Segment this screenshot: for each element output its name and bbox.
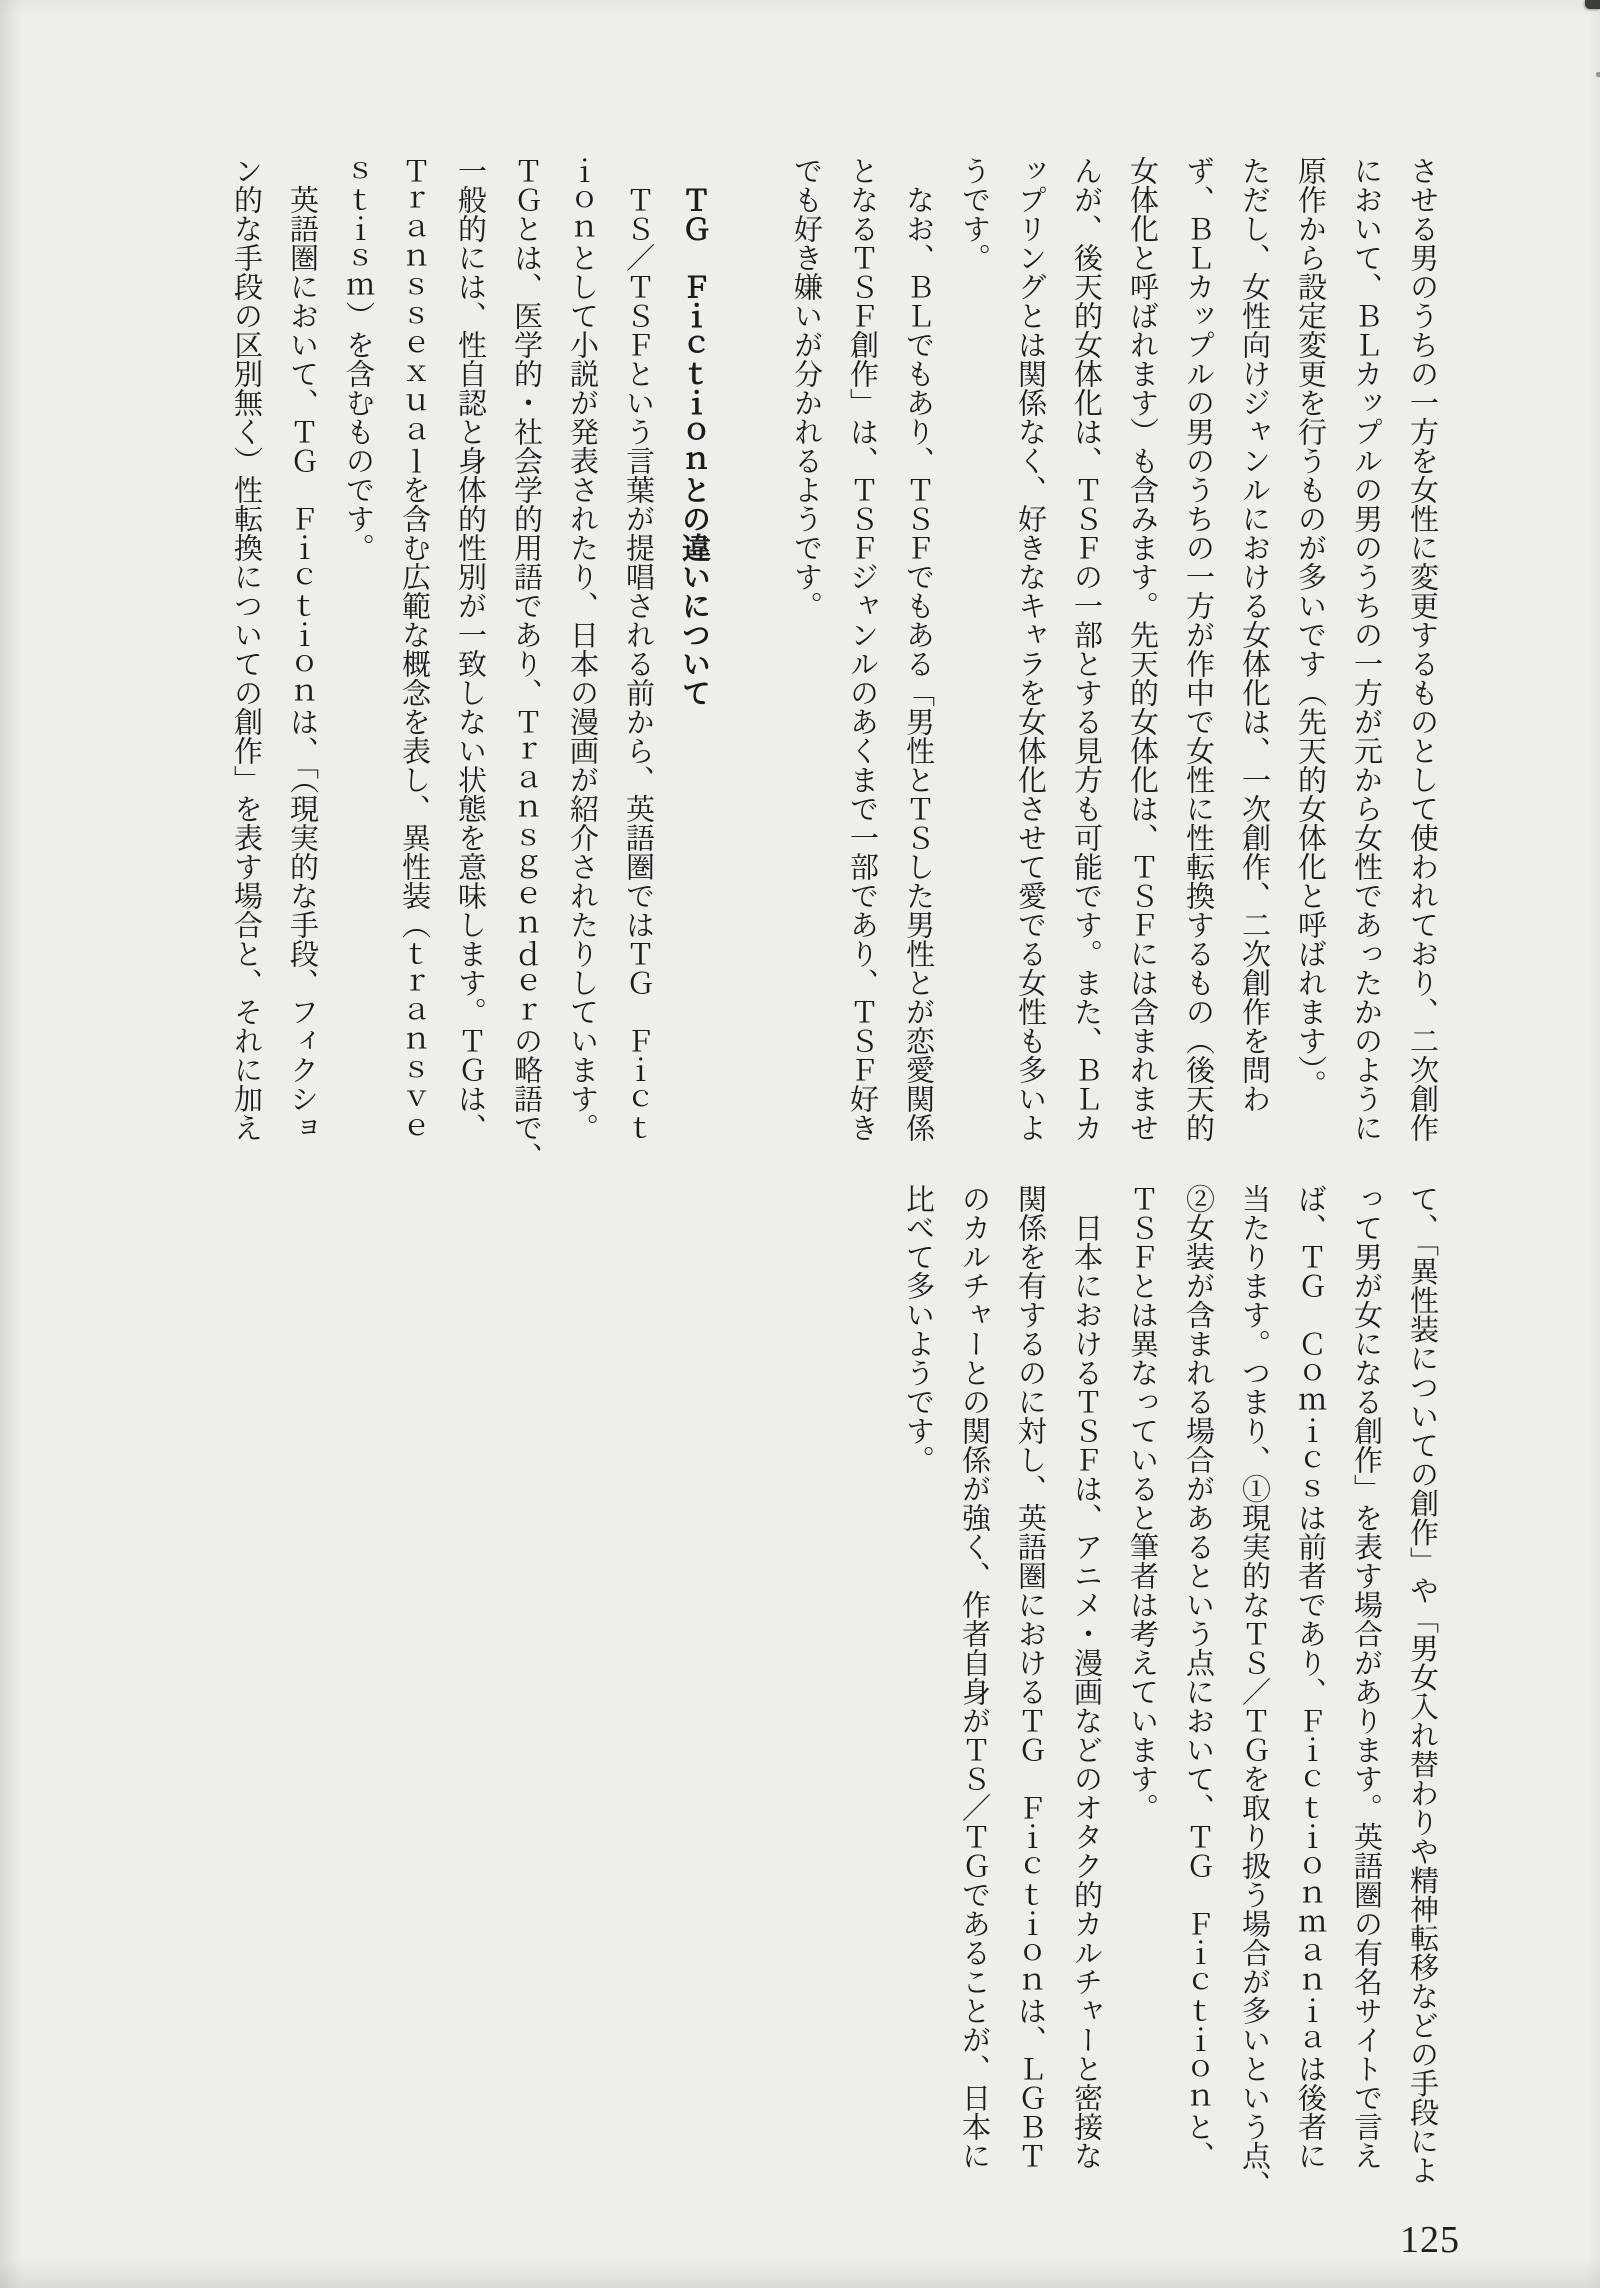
text-column: 比べて多いようです。: [902, 1184, 934, 1474]
text-column: 関係を有するのに対し、英語圏におけるＴＧ Ｆｉｃｔｉｏｎは、ＬＧＢＴ: [1014, 1184, 1046, 2170]
section-heading: ＴＧ Ｆｉｃｔｉｏｎとの違いについて: [678, 156, 710, 707]
text-column: ＴＧとは、医学的・社会学的用語であり、Ｔｒａｎｓｇｅｎｄｅｒの略語で、: [510, 156, 542, 1171]
text-column: において、ＢＬカップルの男のうちの一方が元から女性であったかのように: [1350, 156, 1382, 1142]
edge-scan-speck: [1596, 72, 1600, 77]
text-column: 英語圏において、ＴＧ Ｆｉｃｔｉｏｎは、「（現実的な手段、フィクショ: [286, 156, 318, 1142]
text-column: って男が女になる創作」を表す場合があります。英語圏の有名サイトで言え: [1350, 1184, 1382, 2170]
corner-scan-mark: [1585, 0, 1600, 9]
text-column: ＴＳ／ＴＳＦという言葉が提唱される前から、英語圏ではＴＧ Ｆｉｃｔ: [622, 156, 654, 1142]
text-column: ップリングとは関係なく、好きなキャラを女体化させて愛でる女性も多いよ: [1014, 156, 1046, 1142]
text-column: 女体化と呼ばれます）も含みます。先天的女体化は、ＴＳＦには含まれませ: [1126, 156, 1158, 1142]
text-column: ば、ＴＧ Ｃｏｍｉｃｓは前者であり、Ｆｉｃｔｉｏｎｍａｎｉａは後者に: [1294, 1184, 1326, 2170]
text-column: Ｔｒａｎｓｓｅｘｕａｌを含む広範な概念を表し、異性装（ｔｒａｎｓｖｅ: [398, 156, 430, 1142]
column-gap: [722, 156, 778, 1148]
text-column: ただし、女性向けジャンルにおける女体化は、一次創作、二次創作を問わ: [1238, 156, 1270, 1113]
text-column: ｉｏｎとして小説が発表されたり、日本の漫画が紹介されたりしています。: [566, 156, 598, 1142]
upper-text-block: [218, 156, 1450, 1171]
text-column: ②女装が含まれる場合があるという点において、ＴＧ Ｆｉｃｔｉｏｎと、: [1182, 1184, 1214, 2170]
text-column: 当たります。つまり、①現実的なＴＳ／ＴＧを取り扱う場合が多いという点、: [1238, 1184, 1270, 2199]
text-column: ＴＳＦとは異なっていると筆者は考えています。: [1126, 1184, 1158, 1822]
text-column: んが、後天的女体化は、ＴＳＦの一部とする見方も可能です。また、ＢＬカ: [1070, 156, 1102, 1142]
lower-text-block: [890, 1184, 1450, 2199]
text-column: のカルチャーとの関係が強く、作者自身がＴＳ／ＴＧであることが、日本に: [958, 1184, 990, 2170]
text-column: ｓｔｉｓｍ）を含むものです。: [342, 156, 374, 562]
page-number: 125: [1400, 2219, 1460, 2261]
text-column: ン的な手段の区別無く）性転換についての創作」を表す場合と、それに加え: [230, 156, 262, 1142]
text-column: でも好き嫌いが分かれるようです。: [790, 156, 822, 620]
text-column: うです。: [958, 156, 990, 272]
text-column: なお、ＢＬでもあり、ＴＳＦでもある「男性とＴＳした男性とが恋愛関係: [902, 156, 934, 1142]
text-column: 原作から設定変更を行うものが多いです（先天的女体化と呼ばれます）。: [1294, 156, 1326, 1099]
text-column: 日本におけるＴＳＦは、アニメ・漫画などのオタク的カルチャーと密接な: [1070, 1184, 1102, 2170]
text-column: となるＴＳＦ創作」は、ＴＳＦジャンルのあくまで一部であり、ＴＳＦ好き: [846, 156, 878, 1142]
text-column: て、「異性装についての創作」や「男女入れ替わりや精神転移などの手段によ: [1406, 1184, 1438, 2185]
text-column: させる男のうちの一方を女性に変更するものとして使われており、二次創作: [1406, 156, 1438, 1142]
text-column: 一般的には、性自認と身体的性別が一致しない状態を意味します。ＴＧは、: [454, 156, 486, 1142]
text-column: ず、ＢＬカップルの男のうちの一方が作中で女性に性転換するもの（後天的: [1182, 156, 1214, 1142]
